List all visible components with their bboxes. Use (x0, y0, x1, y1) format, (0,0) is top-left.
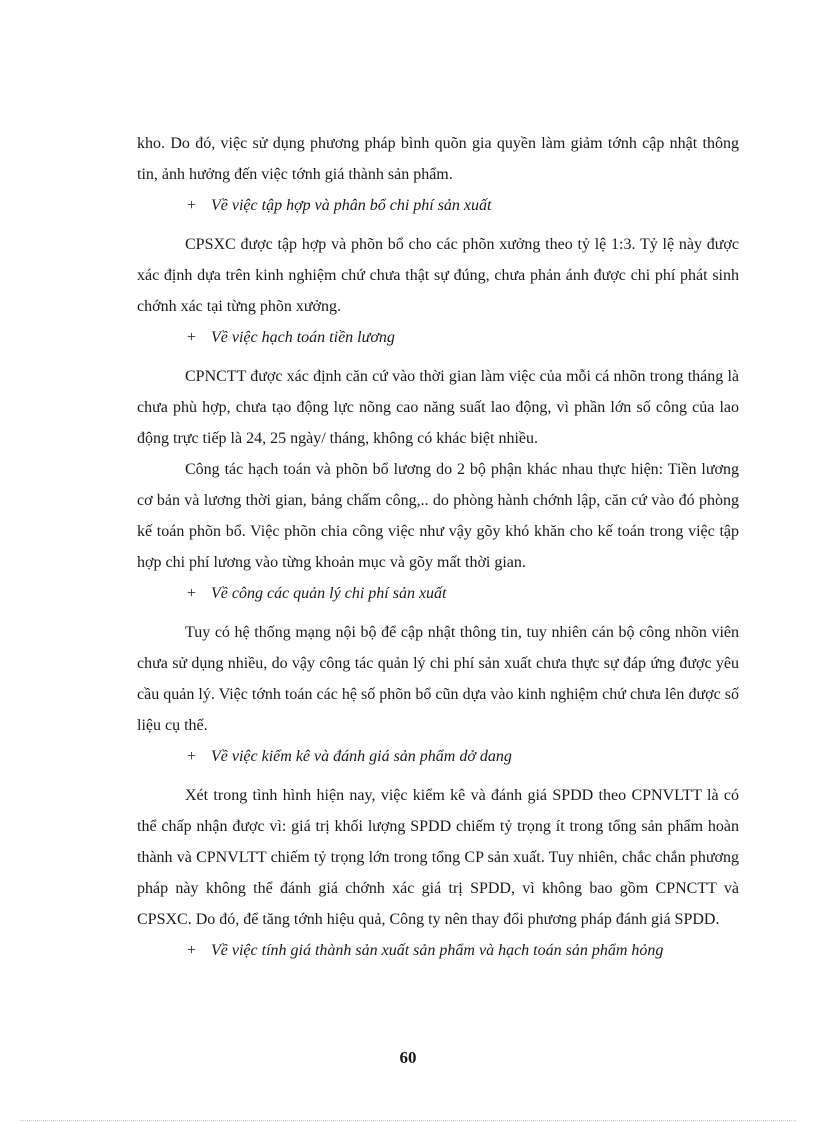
heading-text: Về việc kiểm kê và đánh giá sản phẩm dở dang (211, 748, 512, 765)
heading-cost-management (137, 578, 739, 609)
paragraph-salary-division: Công tác hạch toán và phõn bổ lương do 2 bộ phận khác nhau thực hiện: Tiền lương cơ bản và lương thời gian, bảng chấm công,.. do phòng hành chớnh lập, căn cứ vào đó phòng kế toán phõn bổ. Việc phõn chia công việc như vậy gõy khó khăn cho kế toán trong việc tập hợp chi phí lương vào từng khoản mục và gõy mất thời gian. (137, 461, 739, 571)
paragraph-internal-network: Tuy có hệ thống mạng nội bộ để cập nhật thông tin, tuy nhiên cán bộ công nhõn viên chưa sử dụng nhiều, do vậy công tác quản lý chi phí sản xuất chưa thực sự đáp ứng được yêu cầu quản lý. Việc tớnh toán các hệ số phõn bổ cũn dựa vào kinh nghiệm chứ chưa lên được số liệu cụ thể. (137, 624, 739, 734)
bullet-plus: + (187, 942, 197, 959)
heading-text: Về việc tập hợp và phân bổ chi phí sản xuất (211, 197, 492, 214)
heading-salary-accounting (137, 322, 739, 353)
bullet-plus: + (187, 197, 197, 214)
paragraph-cpsxc: CPSXC được tập hợp và phõn bổ cho các phõn xưởng theo tỷ lệ 1:3. Tỷ lệ này được xác định dựa trên kinh nghiệm chứ chưa thật sự đúng, chưa phản ánh được chi phí phát sinh chớnh xác tại từng phõn xưởng. (137, 236, 739, 315)
heading-text: Về công các quản lý chi phí sản xuất (211, 585, 447, 602)
heading-wip-inventory (137, 741, 739, 772)
bullet-plus: + (187, 329, 197, 346)
heading-cost-allocation (137, 190, 739, 221)
document-body (137, 128, 739, 966)
heading-product-costing (137, 935, 739, 966)
paragraph-cpnctt: CPNCTT được xác định căn cứ vào thời gian làm việc của mỗi cá nhõn trong tháng là chưa phù hợp, chưa tạo động lực nõng cao năng suất lao động, vì phần lớn số công của lao động trực tiếp là 24, 25 ngày/ tháng, không có khác biệt nhiều. (137, 368, 739, 447)
heading-text: Về việc tính giá thành sản xuất sản phẩm và hạch toán sản phẩm hỏng (211, 942, 664, 959)
paragraph-intro: kho. Do đó, việc sử dụng phương pháp bình quõn gia quyền làm giảm tớnh cập nhật thông tin, ảnh hưởng đến việc tớnh giá thành sản phẩm. (137, 135, 739, 183)
heading-text: Về việc hạch toán tiền lương (211, 329, 395, 346)
page-bottom-divider (20, 1120, 796, 1121)
bullet-plus: + (187, 585, 197, 602)
page-number: 60 (399, 1048, 417, 1067)
paragraph-spdd-evaluation: Xét trong tình hình hiện nay, việc kiểm kê và đánh giá SPDD theo CPNVLTT là có thể chấp nhận được vì: giá trị khối lượng SPDD chiếm tỷ trọng ít trong tổng sản phẩm hoàn thành và CPNVLTT chiếm tỷ trọng lớn trong tổng CP sản xuất. Tuy nhiên, chắc chắn phương pháp này không thể đánh giá chớnh xác giá trị SPDD, vì không bao gồm CPNCTT và CPSXC. Do đó, để tăng tớnh hiệu quả, Công ty nên thay đổi phương pháp đánh giá SPDD. (137, 787, 739, 928)
bullet-plus: + (187, 748, 197, 765)
